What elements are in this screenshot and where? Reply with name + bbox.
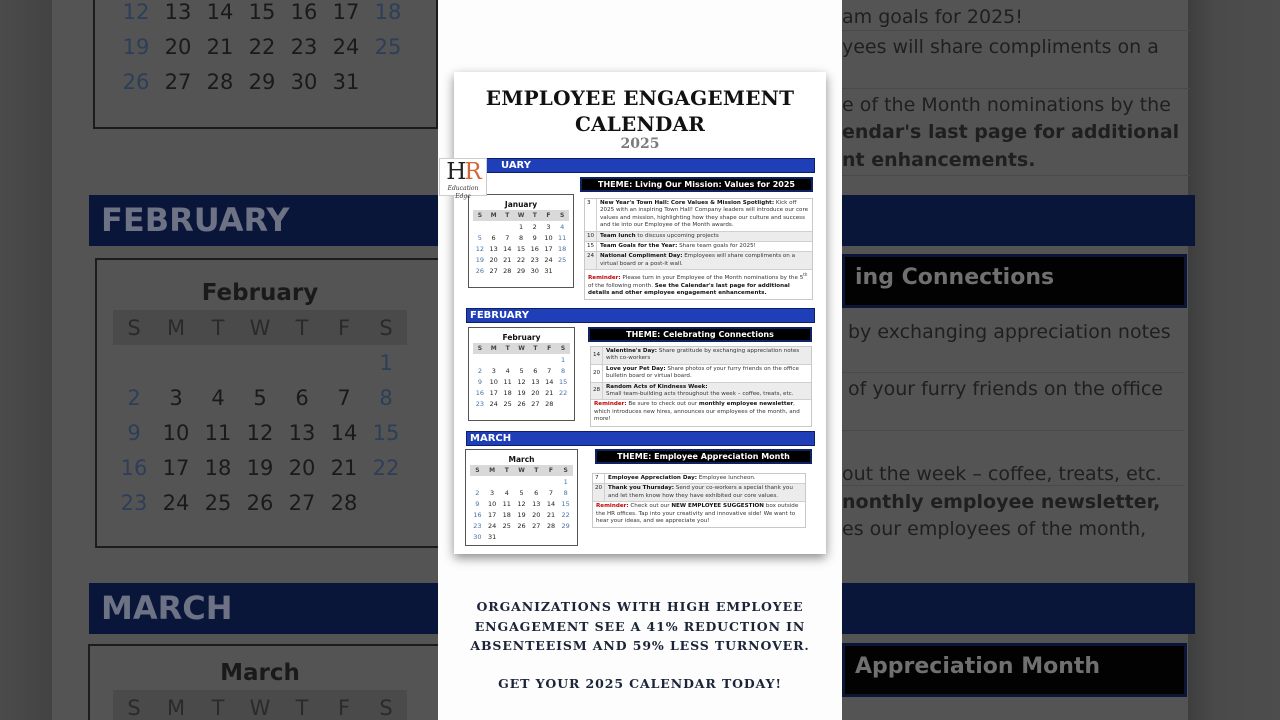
event-row: 20 Thank you Thursday: Send your co-workers a special thank you and let them know how they have exhibited our core values. [593, 484, 805, 502]
backdrop-feb-calendar: February S M T W T F S 1 2 3 4 5 6 7 8 9 10 11 12 13 14 15 16 17 18 19 20 21 22 23 24 25 26 27 28 [113, 280, 407, 520]
event-row: 3 New Year's Town Hall: Core Values & Mission Spotlight: Kick off 2025 with an inspiring Town Hall! Company leaders will introduce our core values and mission, highlighting how they shape our culture and success and tie into our Employee of the Month awards. [585, 199, 812, 232]
theme-bar-january: THEME: Living Our Mission: Values for 2025 [580, 177, 813, 192]
backdrop-edge-right [1188, 0, 1280, 720]
hr-logo: HR Education Edge [439, 158, 487, 196]
reminder-february: Reminder: Be sure to check out our monthly employee newsletter, which introduces new hires, announces our employees of the month, and more! [594, 401, 800, 423]
month-banner-march: MARCH [466, 431, 815, 446]
backdrop-text: am goals for 2025! [842, 6, 1023, 28]
backdrop-text: of your furry friends on the office [848, 378, 1163, 400]
event-row: 28 Random Acts of Kindness Week: Small team-building acts throughout the week – coffee, treats, etc. [591, 383, 811, 401]
event-row: 7 Employee Appreciation Day: Employee luncheon. [593, 474, 805, 484]
backdrop-text: endar's last page for additional [842, 121, 1180, 143]
backdrop-divider [842, 430, 1185, 431]
document-year: 2025 [620, 136, 660, 152]
backdrop-mar-banner: MARCH [89, 583, 1195, 634]
theme-bar-february: THEME: Celebrating Connections [588, 327, 812, 342]
mini-calendar-february: February S M T W T F S 1 2 3 4 5 6 7 8 9 10 11 12 13 14 15 16 17 18 19 20 21 22 23 24 25 26 27 28 [468, 327, 575, 421]
month-banner-january: UARY [466, 158, 815, 173]
backdrop-text: by exchanging appreciation notes [848, 321, 1171, 343]
call-to-action: GET YOUR 2025 CALENDAR TODAY! [498, 676, 782, 691]
backdrop-mar-theme: Appreciation Month [842, 643, 1187, 697]
calendar-document [446, 72, 826, 554]
theme-bar-march: THEME: Employee Appreciation Month [595, 449, 812, 464]
backdrop-mar-calendar: March S M T W T F S [113, 660, 407, 720]
event-row: 14 Valentine's Day: Share gratitude by exchanging appreciation notes with co-workers [591, 347, 811, 365]
backdrop-feb-banner: FEBRUARY [89, 195, 1195, 246]
events-list-january [584, 198, 813, 300]
event-row: 20 Love your Pet Day: Share photos of your furry friends on the office bulletin board or virtual board. [591, 365, 811, 383]
mini-calendar-march: March S M T W T F S 1 2 3 4 5 6 7 8 9 10 11 12 13 14 15 16 17 18 19 20 21 22 23 24 25 26 27 28 29 30 31 [465, 449, 578, 546]
backdrop-edge-left [0, 0, 52, 720]
events-list-february [590, 346, 812, 427]
logo-signature: Education Edge [447, 185, 479, 200]
mini-calendar-january: January S M T W T F S 1 2 3 4 5 6 7 8 9 10 11 12 13 14 15 16 17 18 19 20 21 22 23 24 25 26 27 28 29 30 31 [468, 194, 574, 288]
center-panel [438, 0, 842, 720]
month-banner-february: FEBRUARY [466, 308, 815, 323]
event-row: 15 Team Goals for the Year: Share team goals for 2025! [585, 242, 812, 252]
backdrop-jan-calendar: 12 13 14 15 16 17 18 19 20 21 22 23 24 25 26 27 28 29 30 31 [122, 0, 402, 94]
backdrop-divider [842, 175, 1190, 176]
backdrop-text: out the week – coffee, treats, etc. [842, 463, 1162, 485]
backdrop-text: e of the Month nominations by the [842, 94, 1171, 116]
backdrop-text: nonthly employee newsletter, [842, 491, 1161, 513]
backdrop-text: es our employees of the month, [842, 518, 1147, 540]
events-list-march [592, 473, 806, 528]
event-row: 10 Team lunch to discuss upcoming projects [585, 232, 812, 242]
reminder-january: Reminder: Please turn in your Employee of the Month nominations by the 5th of the following month. See the Calendar's last page for additional details and other employee engagement enhancements. [588, 272, 808, 296]
backdrop-text: nt enhancements. [842, 149, 1036, 171]
reminder-march: Reminder: Check out our NEW EMPLOYEE SUGGESTION box outside the HR offices. Tap into your creativity and innovative side! We want to hear your ideas, and we appreciate you! [596, 503, 799, 525]
backdrop-text: yees will share compliments on a [842, 36, 1159, 58]
backdrop-feb-theme: ing Connections [842, 254, 1187, 308]
document-title: EMPLOYEE ENGAGEMENT CALENDAR [485, 86, 795, 136]
engagement-statistic: ORGANIZATIONS WITH HIGH EMPLOYEE ENGAGEMENT SEE A 41% REDUCTION IN ABSENTEEISM AND 59% LESS TURNOVER. [470, 599, 810, 653]
backdrop-divider [842, 372, 1185, 373]
event-row: 24 National Compliment Day: Employees will share compliments on a virtual board or a post-it wall. [585, 252, 812, 270]
backdrop-divider [842, 88, 1190, 89]
